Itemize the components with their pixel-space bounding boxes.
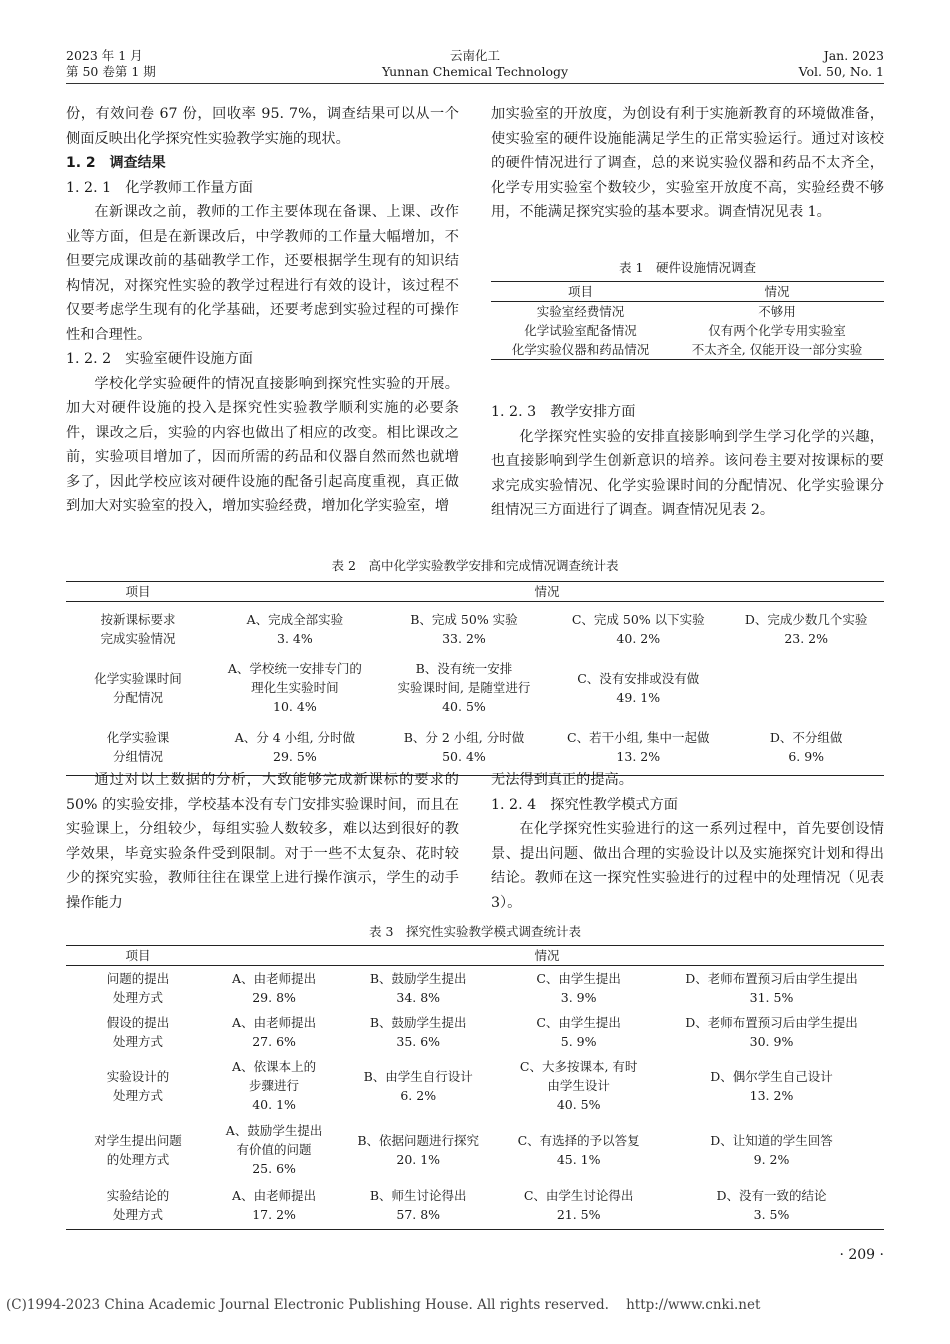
table-row [66,1010,884,1054]
table-row [66,602,884,656]
table-cell: A、学校统一安排专门的 理化生实验时间 10. 4% [227,661,362,714]
table1-header-status: 情况 [764,284,790,299]
table-cell: A、依课本上的 步骤进行 40. 1% [232,1059,317,1112]
table-cell: C、有选择的予以答复 45. 1% [517,1132,640,1167]
subsection-heading: 1. 2. 2 实验室硬件设施方面 [66,351,253,367]
table-cell: D、老师布置预习后由学生提出 31. 5% [685,970,858,1005]
header-right [734,48,884,80]
table-cell: D、老师布置预习后由学生提出 30. 9% [685,1014,858,1049]
paragraph: 份，有效问卷 67 份，回收率 95. 7%，调查结果可以从一个侧面反映出化学探究性实验教学实施的现状。 [66,106,459,147]
table-cell: 实验结论的 处理方式 [106,1188,170,1223]
header-left [66,48,156,80]
section-heading: 1. 2 调查结果 [66,155,166,171]
table2-header-status: 情况 [534,584,560,599]
table3-header-item: 项目 [125,948,151,963]
table1-caption: 表 1 硬件设施情况调查 [619,260,756,275]
table1 [491,281,884,360]
table-cell: B、依据问题进行探究 20. 1% [357,1132,480,1167]
table-cell: D、偶尔学生自己设计 13. 2% [710,1068,833,1103]
table-row [491,302,884,322]
table1-header-item: 项目 [567,284,593,299]
journal-title-en: Yunnan Chemical Technology [381,64,569,79]
table-cell: B、由学生自行设计 6. 2% [363,1068,473,1103]
subsection-heading: 1. 2. 1 化学教师工作量方面 [66,179,253,196]
table-cell: C、由学生提出 5. 9% [536,1014,621,1049]
page-number: · 209 · [839,1247,884,1263]
table-cell: 问题的提出 处理方式 [106,970,170,1005]
table-row [66,1118,884,1182]
table-cell: 实验室经费情况 [536,304,625,319]
table-cell: 化学实验仪器和药品情况 [511,342,650,357]
paragraph: 加实验室的开放度，为创设有利于实施新教育的环境做准备，使实验室的硬件设施能满足学生的正常实验运行。通过对该校的硬件情况进行了调查，总的来说实验仪器和药品不太齐全，化学专用实验室个数较少，实验室开放度不高，实验经费不够用，不能满足探究实验的基本要求。调查情况见表 1。 [491,106,884,220]
table-cell: C、由学生讨论得出 21. 5% [523,1188,634,1223]
header-rule [66,83,884,84]
table3-header-status: 情况 [534,948,560,963]
table-cell: 不够用 [758,304,796,319]
table-cell: A、由老师提出 27. 6% [232,1014,317,1049]
table-cell: 化学实验课时间 分配情况 [94,670,182,705]
table-cell: 对学生提出问题 的处理方式 [94,1132,182,1167]
left-column [66,102,459,519]
table-cell: B、没有统一安排 实验课时间, 是随堂进行 40. 5% [397,661,531,714]
table-cell: 不太齐全, 仅能开设一部分实验 [691,342,863,357]
table-cell: B、完成 50% 实验 33. 2% [410,611,518,646]
mid-right-column [491,768,884,915]
volume-issue-en: Vol. 50, No. 1 [798,64,884,79]
table-cell: 化学试验室配备情况 [524,323,637,338]
subsection-heading: 1. 2. 3 教学安排方面 [491,404,636,420]
paragraph: 学校化学实验硬件的情况直接影响到探究性实验的开展。加大对硬件设施的投入是探究性实验教学顺利实施的必要条件，课改之后，实验的内容也做出了相应的改变。相比课改之前，实验项目增加了，因而所需的药品和仪器自然而然也就增多了，因此学校应该对硬件设施的配备引起高度重视，真正做到加大对实验室的投入，增加实验经费，增加化学实验室，增 [66,375,459,514]
table3 [66,945,884,1230]
table-cell: C、由学生提出 3. 9% [536,970,621,1005]
table-cell: C、没有安排或没有做 49. 1% [577,670,700,705]
table-cell: 假设的提出 处理方式 [106,1014,170,1049]
table-cell: 按新课标要求 完成实验情况 [100,611,176,646]
table2 [66,581,884,776]
right-column [491,102,884,225]
table-cell: A、鼓励学生提出 有价值的问题 25. 6% [225,1123,323,1176]
table-cell: 仅有两个化学专用实验室 [708,323,846,338]
table-row [66,656,884,720]
paragraph: 化学探究性实验的安排直接影响到学生学习化学的兴趣，也直接影响到学生创新意识的培养。该问卷主要对按课标的要求完成实验情况、化学实验课时间的分配情况、化学实验课分组情况三方面进行了调查。调查情况见表 2。 [491,428,884,518]
table-cell: B、鼓励学生提出 35. 6% [369,1014,467,1049]
table-row [66,966,884,1010]
table-row [66,1182,884,1230]
volume-issue: 第 50 卷第 1 期 [66,64,156,79]
right-column-cont [491,400,884,523]
table-cell: D、让知道的学生回答 9. 2% [710,1132,833,1167]
table-cell: B、师生讨论得出 57. 8% [369,1188,467,1223]
table-cell: C、完成 50% 以下实验 40. 2% [571,611,705,646]
table-row [491,340,884,360]
copyright-footer: (C)1994-2023 China Academic Journal Electronic Publishing House. All rights reserved. http://www.cnki.net [6,1297,761,1313]
table2-header-item: 项目 [125,584,151,599]
paragraph: 无法得到真正的提高。 [491,772,633,788]
header-center [375,48,575,80]
journal-title: 云南化工 [449,48,500,63]
paragraph: 在新课改之前，教师的工作主要体现在备课、上课、改作业等方面，但是在新课改后，中学教师的工作量大幅增加，不但要完成课改前的基础教学工作，还要根据学生现有的知识结构情况，对探究性实验的教学过程进行有效的设计，该过程不仅要考虑学生现有的化学基础，还要考虑到实验过程的可操作性和合理性。 [66,204,459,343]
mid-left-column [66,768,459,915]
paragraph: 通过对以上数据的分析，大致能够完成新课标的要求的 50% 的实验安排，学校基本没有专门安排实验课时间，而且在实验课上，分组较少，每组实验人数较多，难以达到很好的教学效果，毕竟实验条件受到限制。对于一些不太复杂、花时较少的探究实验，教师往往在课堂上进行操作演示，学生的动手操作能力 [66,772,459,911]
issue-date-en: Jan. 2023 [823,48,884,63]
table2-caption: 表 2 高中化学实验教学安排和完成情况调查统计表 [331,558,619,573]
table-cell: B、分 2 小组, 分时做 50. 4% [403,730,525,765]
table-cell: A、由老师提出 17. 2% [232,1188,317,1223]
table-cell: A、由老师提出 29. 8% [232,970,317,1005]
table-cell: C、大多按课本, 有时 由学生设计 40. 5% [519,1059,638,1112]
table-cell: D、没有一致的结论 3. 5% [716,1188,827,1223]
table-cell: 实验设计的 处理方式 [106,1068,170,1103]
paragraph: 在化学探究性实验进行的这一系列过程中，首先要创设情景、提出问题、做出合理的实验设计以及实施探究计划和得出结论。教师在这一探究性实验进行的过程中的处理情况（见表 3）。 [491,821,884,911]
table3-caption: 表 3 探究性实验教学模式调查统计表 [369,924,581,939]
table-cell: 化学实验课 分组情况 [106,730,170,765]
table-cell: D、完成少数几个实验 23. 2% [744,611,868,646]
table-row [491,321,884,340]
table-cell: D、不分组做 6. 9% [769,730,843,765]
table-cell: A、分 4 小组, 分时做 29. 5% [234,730,356,765]
table-cell: B、鼓励学生提出 34. 8% [369,970,467,1005]
table-cell: A、完成全部实验 3. 4% [246,611,344,646]
issue-date: 2023 年 1 月 [66,48,143,63]
table-row [66,1054,884,1118]
table-cell: C、若干小组, 集中一起做 13. 2% [567,730,710,765]
subsection-heading: 1. 2. 4 探究性教学模式方面 [491,796,678,813]
table-cell [728,656,884,720]
